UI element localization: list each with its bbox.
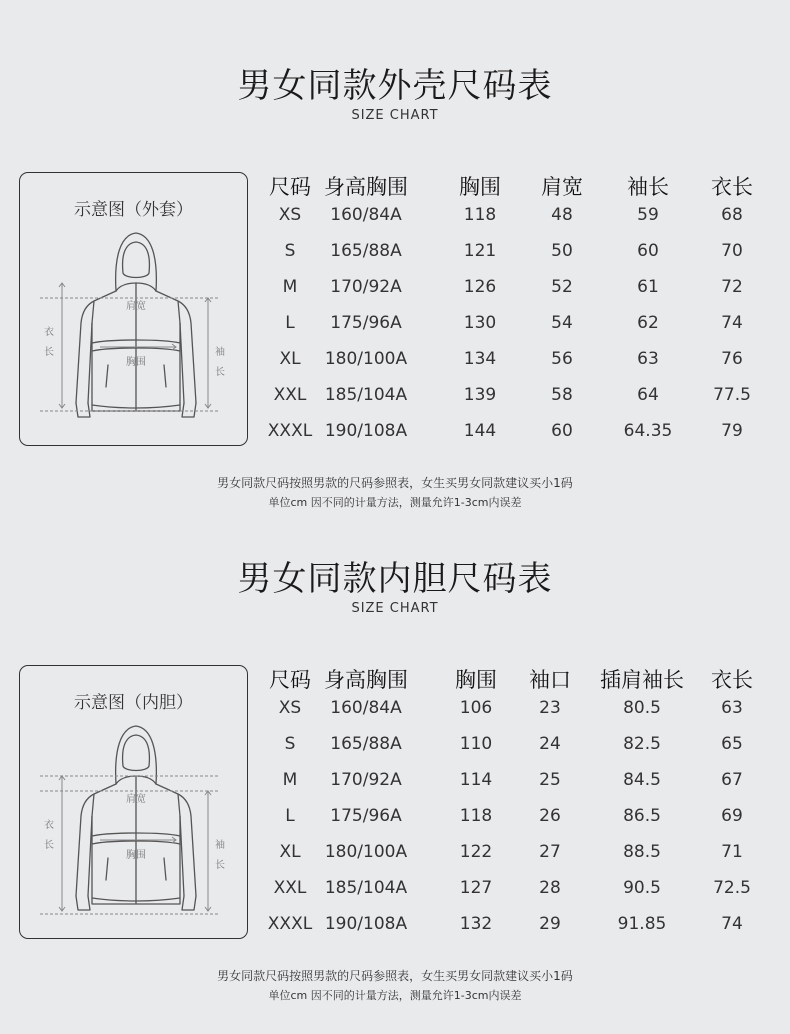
- table-cell: 59: [637, 205, 659, 225]
- table-cell: 54: [551, 313, 573, 333]
- table-cell: 79: [721, 421, 743, 441]
- table-row: [258, 698, 778, 734]
- liner-diagram-panel: [19, 665, 248, 939]
- table-cell: XL: [279, 349, 301, 369]
- table-cell: 25: [539, 770, 561, 790]
- table-cell: 23: [539, 698, 561, 718]
- table-cell: 60: [637, 241, 659, 261]
- table-cell: XS: [278, 698, 302, 718]
- table-cell: 114: [459, 770, 493, 790]
- column-header: 尺码: [269, 668, 311, 692]
- table-cell: 126: [463, 277, 497, 297]
- table-cell: 56: [551, 349, 573, 369]
- table-cell: 170/92A: [330, 277, 402, 297]
- column-header: 胸围: [459, 175, 501, 199]
- table-cell: 160/84A: [330, 698, 402, 718]
- table-cell: 58: [551, 385, 573, 405]
- table-cell: 84.5: [623, 770, 661, 790]
- column-header: 袖口: [529, 668, 571, 692]
- table-cell: 60: [551, 421, 573, 441]
- length-label-char2: 长: [44, 347, 54, 358]
- shoulder-label: 肩宽: [126, 301, 146, 312]
- table-cell: 80.5: [623, 698, 661, 718]
- column-header: 袖长: [627, 175, 669, 199]
- table-cell: 67: [721, 770, 743, 790]
- table-cell: 74: [721, 313, 743, 333]
- table-cell: 122: [459, 842, 493, 862]
- table-cell: 160/84A: [330, 205, 402, 225]
- table-cell: 170/92A: [330, 770, 402, 790]
- table-row: [258, 313, 778, 349]
- section-title: 男女同款内胆尺码表: [237, 559, 553, 599]
- column-header: 肩宽: [541, 175, 583, 199]
- table-cell: 63: [721, 698, 743, 718]
- sleeve-label-char1: 袖: [215, 840, 225, 851]
- table-row: [258, 914, 778, 950]
- table-row: [258, 734, 778, 770]
- section-subtitle: SIZE CHART: [351, 108, 439, 123]
- table-cell: S: [284, 241, 296, 261]
- table-cell: XXL: [273, 385, 307, 405]
- chest-label: 胸围: [126, 850, 146, 861]
- table-cell: 118: [459, 806, 493, 826]
- table-cell: 69: [721, 806, 743, 826]
- table-header-row: [258, 167, 778, 203]
- table-row: [258, 878, 778, 914]
- table-row: [258, 770, 778, 806]
- table-cell: 127: [459, 878, 493, 898]
- table-cell: M: [282, 277, 298, 297]
- table-cell: M: [282, 770, 298, 790]
- table-cell: XXXL: [267, 914, 313, 934]
- table-cell: 165/88A: [330, 734, 402, 754]
- table-cell: 134: [463, 349, 497, 369]
- table-cell: 65: [721, 734, 743, 754]
- table-cell: 26: [539, 806, 561, 826]
- table-row: [258, 842, 778, 878]
- table-cell: 82.5: [623, 734, 661, 754]
- measurement-tolerance-note: 单位cm 因不同的计量方法，测量允许1-3cm内误差: [268, 989, 522, 1002]
- jacket-diagram-panel: [19, 172, 248, 446]
- table-cell: 165/88A: [330, 241, 402, 261]
- table-cell: 64: [637, 385, 659, 405]
- table-cell: 139: [463, 385, 497, 405]
- hoodie-jacket-illustration: [20, 173, 249, 447]
- table-cell: 86.5: [623, 806, 661, 826]
- shoulder-label: 肩宽: [126, 794, 146, 805]
- table-cell: XS: [278, 205, 302, 225]
- table-cell: 190/108A: [324, 914, 408, 934]
- table-cell: L: [285, 806, 295, 826]
- table-cell: 50: [551, 241, 573, 261]
- table-cell: 48: [551, 205, 573, 225]
- table-cell: L: [285, 313, 295, 333]
- sizing-advice-note: 男女同款尺码按照男款的尺码参照表，女生买男女同款建议买小1码: [217, 476, 573, 490]
- table-cell: 72: [721, 277, 743, 297]
- table-cell: 68: [721, 205, 743, 225]
- section-subtitle: SIZE CHART: [351, 601, 439, 616]
- table-row: [258, 806, 778, 842]
- length-label-char2: 长: [44, 840, 54, 851]
- section-title: 男女同款外壳尺码表: [237, 66, 553, 106]
- table-cell: 106: [459, 698, 493, 718]
- table-cell: 72.5: [713, 878, 751, 898]
- table-cell: 175/96A: [330, 806, 402, 826]
- table-cell: 27: [539, 842, 561, 862]
- table-cell: 61: [637, 277, 659, 297]
- table-cell: 121: [463, 241, 497, 261]
- table-cell: 52: [551, 277, 573, 297]
- sizing-advice-note: 男女同款尺码按照男款的尺码参照表，女生买男女同款建议买小1码: [217, 969, 573, 983]
- table-cell: 110: [459, 734, 493, 754]
- table-cell: 185/104A: [324, 385, 408, 405]
- table-cell: 63: [637, 349, 659, 369]
- table-cell: 64.35: [623, 421, 673, 441]
- column-header: 衣长: [711, 668, 753, 692]
- sleeve-label-char2: 长: [215, 367, 225, 378]
- chest-label: 胸围: [126, 357, 146, 368]
- table-row: [258, 349, 778, 385]
- table-cell: 130: [463, 313, 497, 333]
- diagram-title: 示意图（外套）: [74, 200, 193, 220]
- table-cell: S: [284, 734, 296, 754]
- table-cell: XXXL: [267, 421, 313, 441]
- table-cell: 180/100A: [324, 842, 408, 862]
- table-cell: 28: [539, 878, 561, 898]
- measurement-tolerance-note: 单位cm 因不同的计量方法，测量允许1-3cm内误差: [268, 496, 522, 509]
- table-row: [258, 385, 778, 421]
- table-cell: 88.5: [623, 842, 661, 862]
- table-cell: 62: [637, 313, 659, 333]
- column-header: 身高胸围: [324, 175, 408, 199]
- table-cell: 74: [721, 914, 743, 934]
- table-cell: 118: [463, 205, 497, 225]
- table-cell: 144: [463, 421, 497, 441]
- table-cell: 70: [721, 241, 743, 261]
- table-cell: 175/96A: [330, 313, 402, 333]
- table-cell: 76: [721, 349, 743, 369]
- table-row: [258, 277, 778, 313]
- hoodie-liner-illustration: [20, 666, 249, 940]
- length-label-char1: 衣: [44, 327, 54, 338]
- table-cell: XL: [279, 842, 301, 862]
- table-cell: 190/108A: [324, 421, 408, 441]
- column-header: 胸围: [455, 668, 497, 692]
- column-header: 衣长: [711, 175, 753, 199]
- table-cell: 132: [459, 914, 493, 934]
- column-header: 尺码: [269, 175, 311, 199]
- diagram-title: 示意图（内胆）: [74, 693, 193, 713]
- table-cell: 71: [721, 842, 743, 862]
- length-label-char1: 衣: [44, 820, 54, 831]
- table-cell: 90.5: [623, 878, 661, 898]
- table-row: [258, 241, 778, 277]
- table-cell: 180/100A: [324, 349, 408, 369]
- table-cell: 29: [539, 914, 561, 934]
- sleeve-label-char2: 长: [215, 860, 225, 871]
- column-header: 身高胸围: [324, 668, 408, 692]
- table-row: [258, 205, 778, 241]
- table-cell: XXL: [273, 878, 307, 898]
- sleeve-label-char1: 袖: [215, 347, 225, 358]
- table-header-row: [258, 660, 778, 696]
- table-cell: 185/104A: [324, 878, 408, 898]
- table-row: [258, 421, 778, 457]
- column-header: 插肩袖长: [600, 668, 684, 692]
- table-cell: 77.5: [713, 385, 751, 405]
- table-cell: 24: [539, 734, 561, 754]
- table-cell: 91.85: [617, 914, 667, 934]
